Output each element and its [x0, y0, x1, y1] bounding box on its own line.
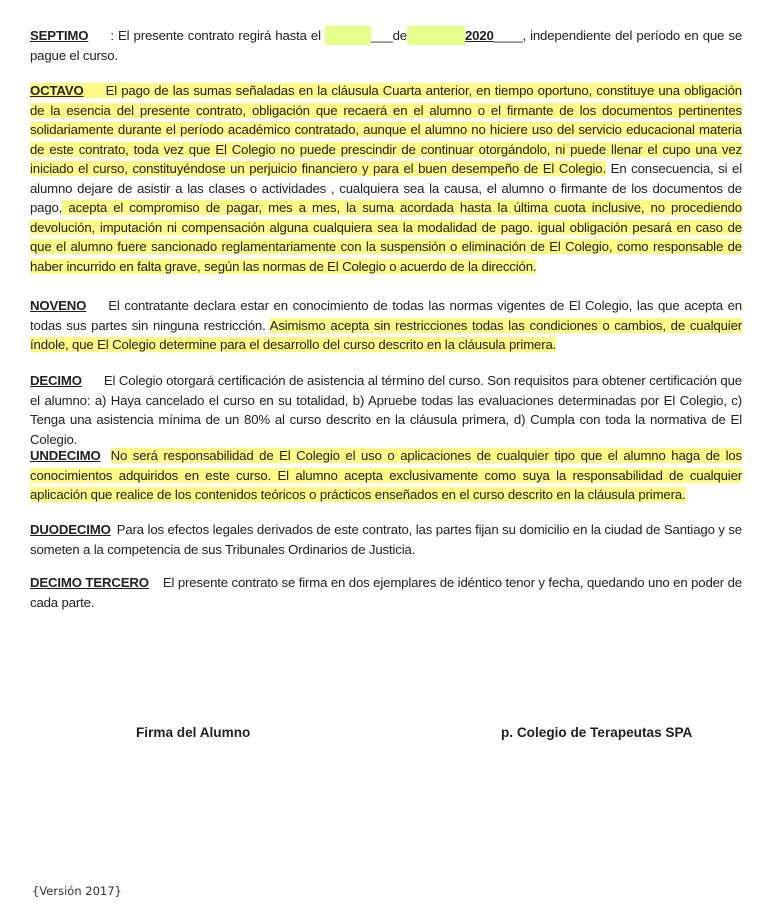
- blank-line: _: [371, 28, 379, 43]
- highlighted-text: No será responsabilidad de El Colegio el uso o aplicaciones de cualquier tipo que el alumno haga de los conocimientos adquiridos en este curso. El alumno acepta exclusivamente como suya la responsabilidad de cualquier aplicación que realice de los contenidos teóricos o prácticos enseñados en el curso descrito en la cláusula primera.: [30, 448, 742, 502]
- clause-heading: DECIMO: [30, 373, 82, 388]
- clause-text: En consecuencia, si el alumno dejare de asistir a las clases o actividades , cualquiera sea la causa, el alumno o firmante de los documentos de pago,: [30, 161, 743, 215]
- clause-septimo: [30, 26, 742, 65]
- clause-decimo-tercero: [30, 573, 742, 612]
- clause-noveno: [30, 296, 742, 355]
- clause-heading: NOVENO: [30, 298, 87, 313]
- clause-text: El contratante declara estar en conocimiento de todas las normas vigentes de El Colegio, las que acepta en todas sus partes sin ninguna restricción.: [30, 298, 742, 333]
- college-signature-label: p. Colegio de Terapeutas SPA: [501, 725, 693, 740]
- contract-year: 2020: [464, 28, 494, 43]
- clause-colon: :: [110, 28, 114, 43]
- clause-text: ____, independiente del período en que se pague el curso.: [30, 28, 742, 63]
- clause-text: El presente contrato regirá hasta el: [117, 28, 326, 43]
- highlighted-blank-month: [407, 26, 465, 45]
- highlighted-text: Asimismo acepta sin restricciones todas las condiciones o cambios, de cualquier índole, que El Colegio determine para el desarrollo del curso descrito en la cláusula primera.: [30, 317, 743, 352]
- highlighted-text: El pago de las sumas señaladas en la cláusula Cuarta anterior, en tiempo oportuno, constituye una obligación de la esencia del presente contrato, obligación que recaerá en el alumno o el firmante de los documentos pertinentes solidariamente durante el período académico contratado, aunque el alumno no hiciere uso del servicio educacional materia de este contrato, toda vez que El Colegio no puede prescindir de continuar otorgándolo, ni puede llenar el cupo una vez iniciado el curso, constituyéndose un perjuicio financiero y para el buen desempeño de El Colegio.: [30, 83, 742, 176]
- highlighted-text: acepta el compromiso de pagar, mes a mes, la suma acordada hasta la última cuota inclusive, no procediendo devolución, imputación ni compensación alguna cualquiera sea la modalidad de pago. igual obligación pesará en caso de que el alumno fuere sancionado reglamentariamente con la suspensión o eliminación de El Colegio, como responsable de haber incurrido en falta grave, según las normas de El Colegio o acuerdo de la dirección.: [30, 200, 742, 274]
- clause-heading: SEPTIMO: [30, 28, 89, 43]
- student-signature-label: Firma del Alumno: [136, 725, 251, 740]
- version-note: {Versión 2017}: [32, 884, 122, 898]
- clause-text: El presente contrato se firma en dos ejemplares de idéntico tenor y fecha, quedando uno en poder de cada parte.: [30, 575, 742, 610]
- highlighted-blank-day: [325, 26, 371, 45]
- blank-line: __de: [378, 28, 407, 43]
- clause-text: Para los efectos legales derivados de este contrato, las partes fijan su domicilio en la ciudad de Santiago y se someten a la competencia de sus Tribunales Ordinarios de Justicia.: [30, 522, 742, 557]
- clause-text: El Colegio otorgará certificación de asistencia al término del curso. Son requisitos para obtener certificación que el alumno: a) Haya cancelado el curso en su totalidad, b) Apruebe todas las evaluaciones determinadas por El Colegio, c) Tenga una asistencia mínima de un 80% al curso descrito en la cláusula primera, d) Cumpla con toda la normativa de El Colegio.: [30, 373, 742, 447]
- clause-duodecimo: [30, 520, 742, 559]
- clause-heading: OCTAVO: [30, 83, 84, 98]
- clause-heading: DECIMO TERCERO: [30, 575, 149, 590]
- clause-octavo: [30, 81, 742, 276]
- clause-heading: UNDECIMO: [30, 448, 101, 463]
- clause-decimo: [30, 371, 742, 449]
- clause-heading: DUODECIMO: [30, 522, 111, 537]
- clause-undecimo: [30, 446, 742, 505]
